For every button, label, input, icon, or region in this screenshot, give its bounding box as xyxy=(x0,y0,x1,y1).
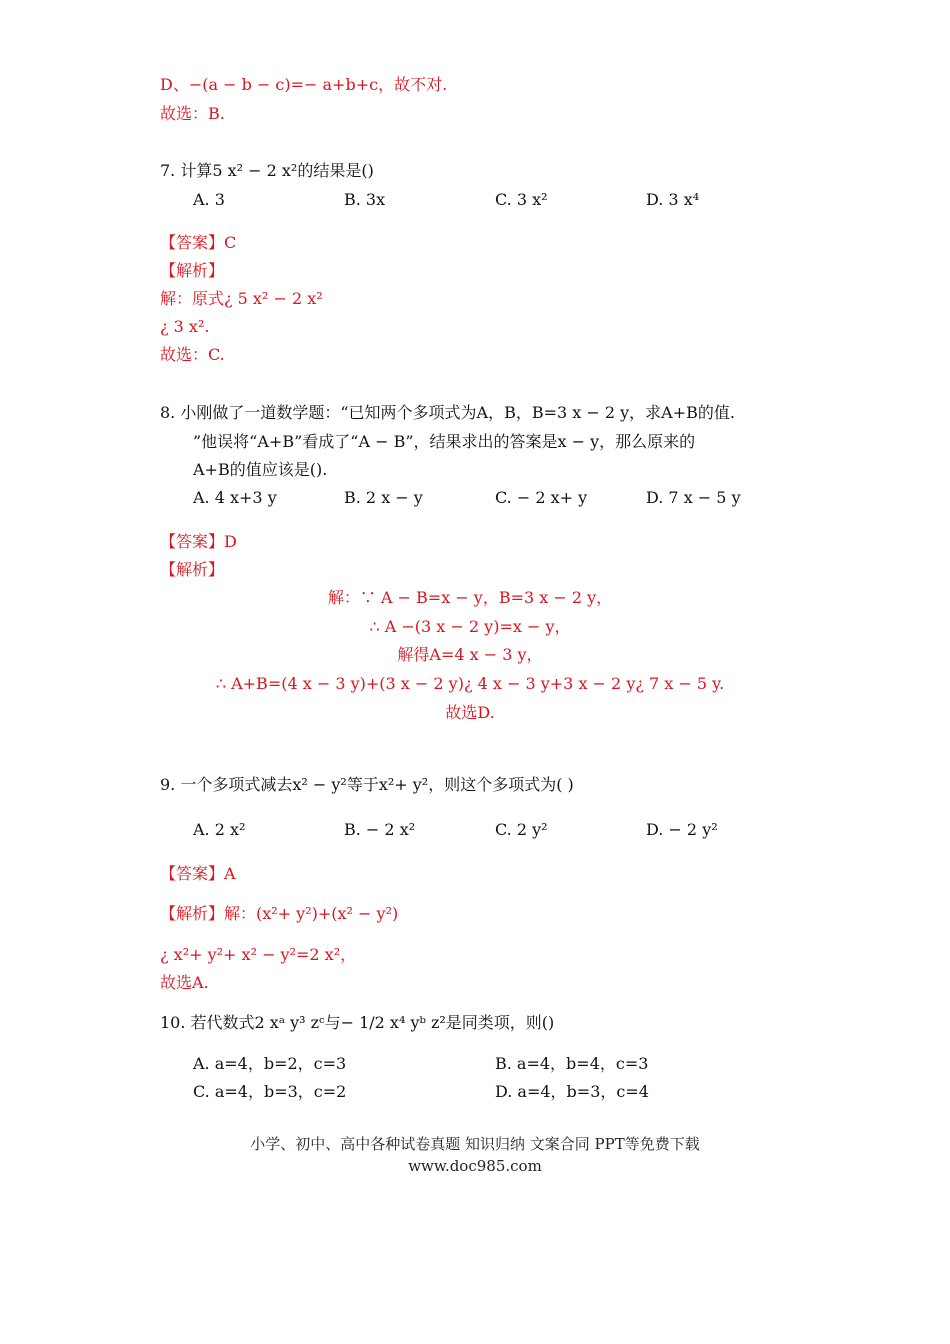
q7-option-c: C. 3 x² xyxy=(495,190,548,209)
q7-answer: 【答案】C xyxy=(160,233,237,252)
q8-option-c: C. − 2 x+ y xyxy=(495,488,588,507)
q9-answer: 【答案】A xyxy=(160,864,236,883)
q10-option-d: D. a=4，b=3，c=4 xyxy=(495,1082,649,1101)
q9-option-d: D. − 2 y² xyxy=(646,820,718,839)
q10-option-a: A. a=4，b=2，c=3 xyxy=(193,1054,347,1073)
q9-analysis-line-2: ¿ x²+ y²+ x² − y²=2 x²， xyxy=(160,945,357,964)
q8-analysis-line-4: ∴ A+B=(4 x − 3 y)+(3 x − 2 y)¿ 4 x − 3 y+3 x − 2 y¿ 7 x − 5 y. xyxy=(215,674,725,693)
q7-option-d: D. 3 x⁴ xyxy=(646,190,700,209)
q8-option-d: D. 7 x − 5 y xyxy=(646,488,741,507)
q8-option-b: B. 2 x − y xyxy=(344,488,423,507)
q9-stem: 9. 一个多项式减去x² − y²等于x²+ y²，则这个多项式为( ) xyxy=(160,775,574,794)
q8-analysis-line-3: 解得A=4 x − 3 y， xyxy=(397,645,543,664)
q9-option-b: B. − 2 x² xyxy=(344,820,416,839)
q9-option-a: A. 2 x² xyxy=(193,820,246,839)
q7-option-b: B. 3x xyxy=(344,190,386,209)
q10-stem: 10. 若代数式2 xᵃ y³ zᶜ与− 1/2 x⁴ yᵇ z²是同类项，则() xyxy=(160,1013,555,1032)
q8-stem-line-3: A+B的值应该是(). xyxy=(193,460,328,479)
q8-analysis-line-2: ∴ A −(3 x − 2 y)=x − y， xyxy=(369,617,571,636)
q7-analysis-line-3: 故选：C. xyxy=(160,345,225,364)
q8-stem-line-2: ”他误将“A+B”看成了“A − B”，结果求出的答案是x − y，那么原来的 xyxy=(193,432,696,451)
q8-analysis-label: 【解析】 xyxy=(160,560,225,579)
footer-slogan: 小学、初中、高中各种试卷真题 知识归纳 文案合同 PPT等免费下载 xyxy=(250,1135,700,1153)
q10-option-b: B. a=4，b=4，c=3 xyxy=(495,1054,649,1073)
q7-analysis-line-2: ¿ 3 x². xyxy=(160,317,210,336)
previous-option-d-analysis: D、−(a − b − c)=− a+b+c，故不对. xyxy=(160,75,448,94)
q8-analysis-line-5: 故选D. xyxy=(445,703,495,722)
q9-option-c: C. 2 y² xyxy=(495,820,548,839)
q8-option-a: A. 4 x+3 y xyxy=(193,488,277,507)
q10-option-c: C. a=4，b=3，c=2 xyxy=(193,1082,347,1101)
previous-answer: 故选：B. xyxy=(160,104,225,123)
q8-answer: 【答案】D xyxy=(160,532,237,551)
q7-option-a: A. 3 xyxy=(193,190,225,209)
q9-analysis-line-3: 故选A. xyxy=(160,973,209,992)
q7-analysis-label: 【解析】 xyxy=(160,261,225,280)
q8-stem-line-1: 8. 小刚做了一道数学题：“已知两个多项式为A，B，B=3 x − 2 y，求A+B的值. xyxy=(160,403,735,422)
footer-website[interactable]: www.doc985.com xyxy=(408,1157,542,1175)
q7-analysis-line-1: 解：原式¿ 5 x² − 2 x² xyxy=(160,289,323,308)
q9-analysis-line-1: 【解析】解：(x²+ y²)+(x² − y²) xyxy=(160,904,399,923)
q7-stem: 7. 计算5 x² − 2 x²的结果是() xyxy=(160,161,374,180)
q8-analysis-line-1: 解：∵ A − B=x − y，B=3 x − 2 y， xyxy=(327,588,613,607)
